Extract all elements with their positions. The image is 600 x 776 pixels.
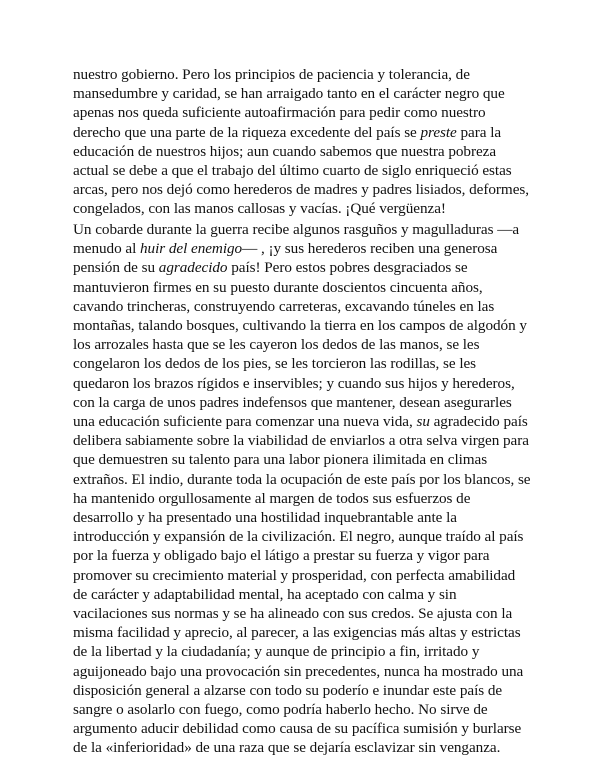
text-run: educación de nuestros hijos; aun cuando sabemos que nuestra pobreza <box>73 142 497 160</box>
text-run: delibera sabiamente sobre la viabilidad de enviarlos a otra selva virgen para <box>73 432 529 450</box>
text-run: país! Pero estos pobres desgraciados se <box>227 259 468 277</box>
text-run: derecho que una parte de la riqueza excedente del país se <box>73 123 421 141</box>
text-line <box>73 566 535 585</box>
text-run: pensión de su <box>73 259 159 277</box>
text-run: nuestro gobierno. Pero los principios de paciencia y tolerancia, de <box>73 66 470 83</box>
italic-text: agradecido <box>158 259 228 277</box>
text-line <box>73 239 535 258</box>
paragraph <box>73 220 535 758</box>
text-run: misma facilidad y aprecio, al parecer, a las exigencias más altas y estrictas <box>73 624 521 642</box>
text-line <box>73 527 535 546</box>
text-run: extraños. El indio, durante toda la ocupación de este país por los blancos, se <box>73 470 531 488</box>
text-run: con la carga de unos padres indefensos que mantener, desean asegurarles <box>73 393 512 411</box>
text-line <box>73 278 535 297</box>
text-line <box>73 220 535 239</box>
text-run: quedaron los brazos rígidos e inservibles; y cuando sus hijos y herederos, <box>73 374 515 392</box>
text-run: agradecido país <box>429 413 528 431</box>
text-line <box>73 180 535 199</box>
text-line <box>73 623 535 642</box>
text-line <box>73 374 535 393</box>
text-run: disposición general a alzarse con todo su poderío e inundar este país de <box>73 681 503 699</box>
text-line <box>73 546 535 565</box>
text-run: montañas, talando bosques, cultivando la tierra en los campos de algodón y <box>73 317 527 335</box>
text-run: promover su crecimiento material y prosperidad, con perfecta amabilidad <box>73 566 516 584</box>
text-line <box>73 103 535 122</box>
italic-text: su <box>416 413 430 431</box>
text-line <box>73 700 535 719</box>
text-line <box>73 142 535 161</box>
text-line <box>73 199 535 218</box>
text-line <box>73 393 535 412</box>
text-run: vacilaciones sus normas y se ha alineado con sus credos. Se ajusta con la <box>73 605 513 623</box>
text-line <box>73 604 535 623</box>
text-run: para la <box>456 123 502 141</box>
text-run: de la «inferioridad» de una raza que se dejaría esclavizar sin venganza. <box>73 739 501 757</box>
text-line <box>73 431 535 450</box>
italic-text: preste <box>420 123 457 141</box>
text-run: congelados, con las manos callosas y vacías. ¡Qué vergüenza! <box>73 200 446 218</box>
text-line <box>73 662 535 681</box>
text-line <box>73 450 535 469</box>
paragraph <box>73 65 535 219</box>
text-line <box>73 335 535 354</box>
text-run: ha mantenido orgullosamente al margen de todos sus esfuerzos de <box>73 489 471 507</box>
text-run: desarrollo y ha presentado una hostilidad inquebrantable ante la <box>73 509 457 527</box>
text-run: Un cobarde durante la guerra recibe algunos rasguños y magulladuras —a <box>73 221 520 238</box>
text-run: apenas nos queda suficiente autoafirmación para pedir como nuestro <box>73 104 486 122</box>
text-line <box>73 258 535 277</box>
text-run: de la libertad y la ciudadanía; y aunque de principio a fin, irritado y <box>73 643 480 661</box>
text-line <box>73 84 535 103</box>
text-line <box>73 642 535 661</box>
text-line <box>73 719 535 738</box>
text-line <box>73 65 535 84</box>
text-line <box>73 316 535 335</box>
text-line <box>73 508 535 527</box>
text-line <box>73 412 535 431</box>
text-run: actual se debe a que el trabajo del último cuarto de siglo enriqueció estas <box>73 162 512 180</box>
text-run: por la fuerza y obligado bajo el látigo a prestar su fuerza y vigor para <box>73 547 490 565</box>
text-run: mantuvieron firmes en su puesto durante doscientos cincuenta años, <box>73 278 483 296</box>
text-run: — , ¡y sus herederos reciben una generosa <box>242 240 498 258</box>
text-run: sangre o asolarlo con fuego, como podría haberlo hecho. No sirve de <box>73 701 488 719</box>
text-line <box>73 123 535 142</box>
text-run: mansedumbre y caridad, se han arraigado tanto en el carácter negro que <box>73 85 505 103</box>
text-line <box>73 489 535 508</box>
text-line <box>73 681 535 700</box>
text-run: argumento aducir debilidad como causa de su pacífica sumisión y burlarse <box>73 720 522 738</box>
text-run: cavando trincheras, construyendo carreteras, excavando túneles en las <box>73 297 495 315</box>
text-line <box>73 470 535 489</box>
text-run: congelaron los dedos de los pies, se les torcieron las rodillas, se les <box>73 355 477 373</box>
text-line <box>73 738 535 757</box>
text-run: de carácter y adaptabilidad mental, ha aceptado con calma y sin <box>73 585 457 603</box>
text-run: menudo al <box>73 240 140 258</box>
text-line <box>73 161 535 180</box>
text-line <box>73 297 535 316</box>
text-run: aguijoneado bajo una provocación sin precedentes, nunca ha mostrado una <box>73 662 524 680</box>
text-run: introducción y expansión de la civilización. El negro, aunque traído al país <box>73 528 524 546</box>
text-line <box>73 354 535 373</box>
italic-text: huir del enemigo <box>139 240 243 258</box>
text-run: que demuestren su talento para una labor pionera ilimitada en climas <box>73 451 488 469</box>
text-run: los arrozales hasta que se les cayeron los dedos de las manos, se les <box>73 336 480 354</box>
text-line <box>73 585 535 604</box>
text-run: arcas, pero nos dejó como herederos de madres y padres lisiados, deformes, <box>73 181 529 199</box>
text-run: una educación suficiente para comenzar una nueva vida, <box>73 413 417 431</box>
